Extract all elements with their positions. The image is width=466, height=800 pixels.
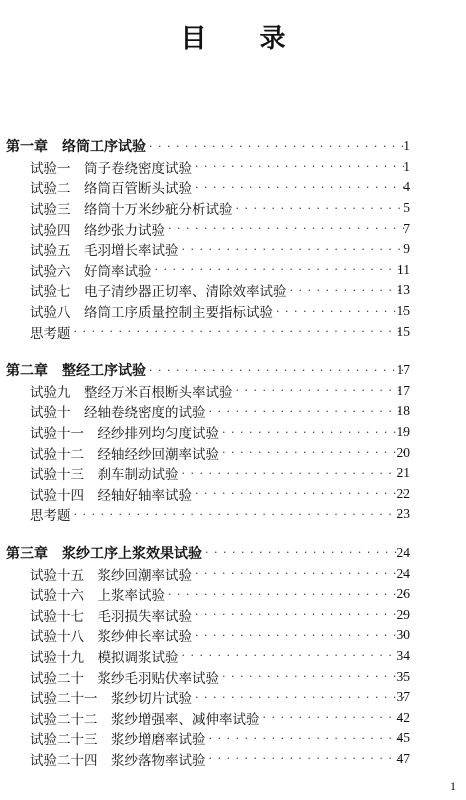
dot-leader [209, 732, 408, 745]
dot-leader [222, 426, 407, 439]
toc-item[interactable] [0, 687, 466, 708]
page-number: 9 [403, 241, 410, 257]
toc-item-label: 试验十四 经轴好轴率试验 [30, 487, 192, 504]
toc-item[interactable] [0, 301, 466, 322]
chapter-title: 第二章 整经工序试验 [6, 363, 146, 380]
toc-item-label: 思考题 [30, 325, 71, 342]
toc-item[interactable] [0, 563, 466, 584]
page-number: 4 [403, 179, 410, 195]
page-number: 20 [396, 444, 410, 460]
toc-item[interactable] [0, 198, 466, 219]
dot-leader [74, 325, 408, 338]
dot-leader [74, 508, 408, 521]
toc-item[interactable] [0, 728, 466, 749]
toc-item[interactable] [0, 604, 466, 625]
toc-item-label: 试验六 好筒率试验 [30, 263, 152, 280]
dot-leader [168, 588, 407, 601]
dot-leader [195, 487, 407, 500]
toc-item-label: 试验十五 浆纱回潮率试验 [30, 567, 192, 584]
page-number: 29 [396, 606, 410, 622]
toc-item-label: 试验二十二 浆纱增强率、减伸率试验 [30, 711, 260, 728]
dot-leader [182, 467, 408, 480]
toc-item-label: 试验十三 刹车制动试验 [30, 467, 179, 484]
page-number: 35 [396, 668, 410, 684]
page-number: 42 [396, 709, 410, 725]
page-number: 17 [396, 382, 410, 398]
dot-leader [236, 202, 408, 215]
toc-item[interactable] [0, 280, 466, 301]
dot-leader [182, 649, 408, 662]
page-number: 30 [396, 627, 410, 643]
chapter-title: 第一章 络筒工序试验 [6, 139, 146, 156]
toc-item[interactable] [0, 260, 466, 281]
toc-item-label: 试验七 电子清纱器正切率、清除效率试验 [30, 284, 287, 301]
toc-item-label: 试验二十三 浆纱增磨率试验 [30, 732, 206, 749]
dot-leader [209, 752, 408, 765]
toc-item-label: 试验九 整经万米百根断头率试验 [30, 384, 233, 401]
toc-item-label: 试验十一 经纱排列均匀度试验 [30, 426, 219, 443]
dot-leader [182, 243, 408, 256]
folio-page-number: 1 [450, 779, 456, 793]
page-title: 目 录 [180, 24, 308, 54]
toc-item[interactable] [0, 484, 466, 505]
page-number: 23 [396, 506, 410, 522]
toc-item[interactable] [0, 321, 466, 342]
toc-item[interactable] [0, 157, 466, 178]
dot-leader [168, 222, 407, 235]
toc-item-label: 试验二 络筒百管断头试验 [30, 181, 192, 198]
toc-item-label: 试验一 筒子卷绕密度试验 [30, 160, 192, 177]
page-number: 13 [396, 282, 410, 298]
toc-item[interactable] [0, 646, 466, 667]
toc-item-label: 思考题 [30, 508, 71, 525]
toc-item[interactable] [0, 504, 466, 525]
page-number: 21 [396, 465, 410, 481]
page-number: 1 [403, 138, 410, 154]
dot-leader [155, 263, 408, 276]
dot-leader [222, 446, 407, 459]
toc-item-label: 试验三 络筒十万米纱疵分析试验 [30, 202, 233, 219]
page-number: 34 [396, 647, 410, 663]
page-number: 15 [396, 323, 410, 339]
page-number: 19 [396, 424, 410, 440]
dot-leader [195, 691, 407, 704]
toc-item-label: 试验十二 经轴经纱回潮率试验 [30, 446, 219, 463]
dot-leader [195, 608, 407, 621]
page-number: 17 [396, 362, 410, 378]
dot-leader [195, 181, 407, 194]
page-number: 37 [396, 689, 410, 705]
page-number: 1 [403, 158, 410, 174]
dot-leader [149, 140, 407, 153]
toc-item-label: 试验十 经轴卷绕密度的试验 [30, 405, 206, 422]
toc-item[interactable] [0, 177, 466, 198]
toc-item[interactable] [0, 707, 466, 728]
toc-item-label: 试验八 络筒工序质量控制主要指标试验 [30, 305, 273, 322]
toc-item[interactable] [0, 422, 466, 443]
dot-leader [222, 670, 407, 683]
toc-item-label: 试验二十 浆纱毛羽贴伏率试验 [30, 670, 219, 687]
chapter-title: 第三章 浆纱工序上浆效果试验 [6, 545, 202, 562]
toc-item[interactable] [0, 381, 466, 402]
page-number: 7 [403, 220, 410, 236]
page-number: 45 [396, 730, 410, 746]
toc-item[interactable] [0, 218, 466, 239]
toc-item[interactable] [0, 749, 466, 770]
chapter-gap [0, 525, 466, 543]
dot-leader [236, 384, 408, 397]
toc-item-label: 试验十七 毛羽损失率试验 [30, 608, 192, 625]
toc-item-label: 试验五 毛羽增长率试验 [30, 243, 179, 260]
toc-item[interactable] [0, 625, 466, 646]
page-number: 47 [396, 750, 410, 766]
toc-item[interactable] [0, 442, 466, 463]
dot-leader [205, 546, 407, 559]
toc-item-label: 试验四 络纱张力试验 [30, 222, 165, 239]
toc-item-label: 试验十八 浆纱伸长率试验 [30, 629, 192, 646]
dot-leader [195, 629, 407, 642]
toc-item-label: 试验二十一 浆纱切片试验 [30, 691, 192, 708]
page-number: 24 [396, 565, 410, 581]
toc-item[interactable] [0, 666, 466, 687]
page-number: 15 [396, 303, 410, 319]
toc-item-label: 试验十九 模拟调浆试验 [30, 649, 179, 666]
toc-item[interactable] [0, 584, 466, 605]
toc-item-label: 试验十六 上浆率试验 [30, 588, 165, 605]
table-of-contents [0, 136, 466, 769]
toc-item[interactable] [0, 239, 466, 260]
chapter-entry[interactable] [0, 543, 466, 564]
toc-item[interactable] [0, 401, 466, 422]
page-number: 18 [396, 403, 410, 419]
toc-item[interactable] [0, 463, 466, 484]
chapter-gap [0, 342, 466, 360]
dot-leader [149, 364, 407, 377]
dot-leader [209, 405, 408, 418]
dot-leader [195, 567, 407, 580]
toc-item-label: 试验二十四 浆纱落物率试验 [30, 752, 206, 769]
page-number: 24 [396, 544, 410, 560]
page-number: 22 [396, 485, 410, 501]
page-number: 26 [396, 586, 410, 602]
page-number: 5 [403, 200, 410, 216]
chapter-entry[interactable] [0, 136, 466, 157]
page-number: 11 [397, 261, 410, 277]
chapter-entry[interactable] [0, 360, 466, 381]
dot-leader [195, 160, 407, 173]
